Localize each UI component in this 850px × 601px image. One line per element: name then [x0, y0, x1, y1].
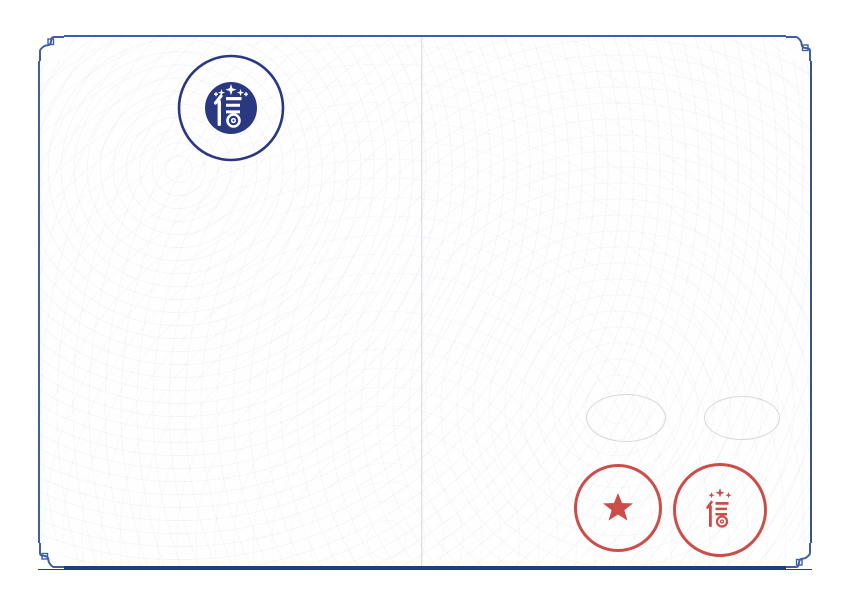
corner-ornament-top-left: [38, 35, 64, 61]
certificate-query-block: [128, 480, 136, 484]
annual-review-stamp-placeholder-1: [586, 394, 666, 442]
qr-code: [328, 462, 382, 516]
annual-review-row: [446, 394, 790, 448]
certificate-front-page: [40, 37, 421, 566]
certificate-back-page: [423, 37, 810, 566]
issuer-block: [446, 484, 798, 498]
e-certificate-block: [327, 462, 383, 525]
seal-right-xin-glyph: [708, 502, 729, 527]
platform-seal-icon: [671, 461, 769, 559]
certificate-sheet: [38, 35, 812, 570]
corner-ornament-top-right: [786, 35, 812, 61]
corner-ornament-bottom-right: [786, 543, 812, 569]
corner-ornament-bottom-left: [38, 543, 64, 569]
dates-block: [128, 471, 136, 484]
san-gong-zi-xin-emblem-icon: [173, 50, 289, 166]
certificate-notes: [446, 58, 783, 69]
issuer-company-seal-icon: [572, 462, 664, 554]
annual-review-stamp-placeholder-2: [704, 396, 780, 440]
